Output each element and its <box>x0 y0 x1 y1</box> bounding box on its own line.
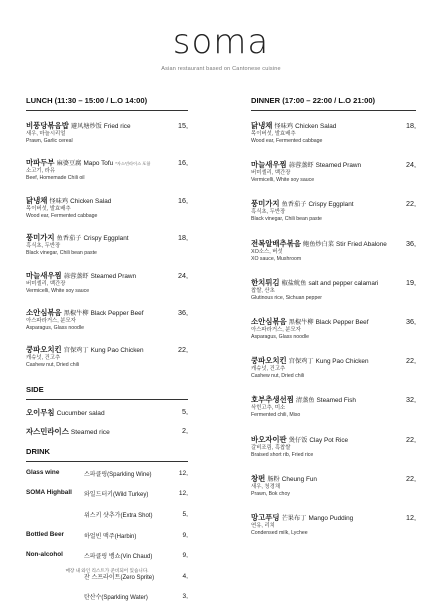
menu-item-name <box>251 395 416 405</box>
menu-item <box>251 199 416 238</box>
menu-item <box>26 121 188 158</box>
drink-title: DRINK <box>26 447 188 462</box>
menu-item-price: 22, <box>406 473 416 483</box>
menu-item-price: 36, <box>178 307 188 317</box>
side-item-name <box>26 426 188 437</box>
menu-item-price: 22, <box>406 199 416 209</box>
menu-item-korean: 마파두부 <box>26 158 55 168</box>
menu-item-price: 22, <box>178 345 188 355</box>
menu-item-english: Steamed Prawn <box>90 272 137 280</box>
menu-item-korean: 닭냉채 <box>251 121 273 130</box>
menu-item-ingredients-english: Vermicelli, White soy sauce <box>26 287 90 294</box>
menu-item <box>26 308 188 345</box>
menu-item-ingredients-korean: 목이버섯, 발효배추 <box>26 205 71 212</box>
drink-menu-list <box>26 469 188 613</box>
side-item-korean: 오이무침 <box>26 407 55 417</box>
restaurant-logo: soma <box>172 22 270 62</box>
menu-item-ingredients-english: Cashew nut, Dried chili <box>26 362 80 369</box>
menu-item-english: Crispy Eggplant <box>83 235 129 243</box>
menu-item-ingredients-english: Beef, Homemade Chili oil <box>26 175 85 182</box>
menu-item-name <box>251 435 416 445</box>
menu-item-name <box>251 278 416 288</box>
menu-item-ingredients-english: Glutinous rice, Sichuan pepper <box>251 294 322 301</box>
menu-item-english: Black Pepper Beef <box>90 309 144 317</box>
side-item-name <box>26 407 188 418</box>
menu-item-name <box>26 233 188 243</box>
menu-item-ingredients-english: Asparagus, Glass noodle <box>26 324 84 331</box>
menu-item-english: Cheung Fun <box>281 475 317 483</box>
menu-item-ingredients-korean: 새우, 청경채 <box>251 483 281 490</box>
menu-item-ingredients-korean: 흑식초, 두반장 <box>251 209 286 216</box>
side-item-korean: 자스민라이스 <box>26 426 69 436</box>
menu-item-ingredients-english: Black vinegar, Chili bean paste <box>251 216 322 223</box>
menu-item-name <box>26 308 188 318</box>
side-title: SIDE <box>26 385 188 400</box>
menu-item-chinese: 蒜蓉蒸虾 <box>63 272 89 280</box>
menu-item-english: Clay Pot Rice <box>309 436 349 444</box>
menu-item-english: Steamed Fish <box>316 397 356 405</box>
side-item <box>26 426 188 445</box>
drink-item <box>26 531 188 552</box>
menu-item-price: 22, <box>406 434 416 444</box>
menu-item-price: 24, <box>178 270 188 280</box>
menu-item-english: Kung Pao Chicken <box>90 347 144 355</box>
menu-item-chinese: 肠粉 <box>267 475 280 483</box>
menu-item <box>251 395 416 434</box>
drink-price: 12, <box>178 469 188 477</box>
drink-item <box>26 572 188 593</box>
lunch-title: LUNCH (11:30 – 15:00 / L.O 14:00) <box>26 96 188 111</box>
side-item-english: Cucumber salad <box>56 409 105 417</box>
menu-item-korean: 풍미가지 <box>26 233 55 243</box>
menu-item-korean: 소안심볶음 <box>251 316 287 326</box>
menu-item <box>26 345 188 382</box>
menu-item-name <box>251 239 416 249</box>
menu-item-name <box>251 513 416 523</box>
menu-item <box>251 435 416 474</box>
menu-item-ingredients-korean: 아스파라거스, 분모자 <box>251 326 301 333</box>
drink-name: 잔 스프라이트(Zero Sprite) <box>84 574 155 581</box>
menu-item-chinese: 避风塘炒饭 <box>70 123 102 130</box>
drink-name: 위스키 샷추가(Extra Shot) <box>84 512 153 519</box>
menu-item-price: 18, <box>406 121 416 130</box>
drink-price: 9, <box>182 552 188 560</box>
menu-item-english: Mango Pudding <box>308 514 354 522</box>
menu-item <box>26 196 188 233</box>
drink-name: 스파클링(Sparkling Wine) <box>84 471 152 478</box>
side-item-price: 5, <box>182 406 188 416</box>
drink-price: 3, <box>182 593 188 601</box>
menu-item-ingredients-english: Wood ear, Fermented cabbage <box>26 212 98 219</box>
menu-item-chinese: 蒜蓉蒸虾 <box>288 162 314 170</box>
menu-item-korean: 비풍당볶음밥 <box>26 121 69 130</box>
menu-item <box>251 317 416 356</box>
menu-item-name <box>251 160 416 170</box>
lunch-column <box>26 96 188 613</box>
menu-item-ingredients-korean: 버미셀리, 백간장 <box>26 280 66 287</box>
menu-item-name <box>251 121 416 131</box>
menu-item-chinese: 宫保鸡丁 <box>63 347 89 355</box>
menu-item-chinese: 麻婆豆腐 <box>56 160 82 168</box>
drink-name: 탄산수(Sparkling Water) <box>84 595 148 602</box>
menu-item-name <box>26 345 188 355</box>
menu-item-name <box>251 474 416 484</box>
menu-item-english: Steamed Prawn <box>315 162 362 170</box>
menu-item <box>251 121 416 160</box>
menu-item-price: 16, <box>178 158 188 168</box>
drink-price: 12, <box>178 490 188 498</box>
menu-item-chinese: 怪味鸡 <box>49 197 69 205</box>
drink-name: 스파클링 뱅쇼(Vin Chaud) <box>84 554 153 561</box>
drink-category: SOMA Highball <box>26 489 72 497</box>
menu-item-korean: 닭냉채 <box>26 195 48 205</box>
menu-item-korean: 소안심볶음 <box>26 307 62 317</box>
menu-item-ingredients-korean: 캐슈넛, 건고추 <box>251 366 286 373</box>
side-menu-list <box>26 407 188 445</box>
menu-item-ingredients-english: Vermicelli, White soy sauce <box>251 177 315 184</box>
menu-item-price: 24, <box>406 160 416 170</box>
menu-item-name <box>251 356 416 366</box>
menu-item-price: 12, <box>406 512 416 522</box>
menu-item <box>26 271 188 308</box>
drink-price: 9, <box>182 531 188 539</box>
menu-item-korean: 풍미가지 <box>251 199 280 209</box>
menu-item-ingredients-english: Asparagus, Glass noodle <box>251 333 309 340</box>
menu-item-price: 36, <box>406 238 416 248</box>
menu-item-ingredients-english: Wood ear, Fermented cabbage <box>251 138 323 144</box>
menu-item-chinese: 鱼香茄子 <box>56 235 82 243</box>
menu-item-name <box>251 199 416 209</box>
menu-item-ingredients-korean: 소고기, 라유 <box>26 168 56 175</box>
menu-item-name <box>26 196 188 206</box>
drink-item <box>26 592 188 613</box>
menu-item <box>251 160 416 199</box>
menu-item-name <box>26 121 188 131</box>
menu-item-ingredients-korean: 삭힌고추, 미소 <box>251 405 286 412</box>
menu-item-price: 15, <box>178 121 188 130</box>
menu-item-ingredients-korean: 갈비조림, 흑찹쌀 <box>251 444 291 451</box>
menu-item-price: 19, <box>406 277 416 287</box>
menu-item-ingredients-english: Black vinegar, Chili bean paste <box>26 250 97 257</box>
drink-category: Non-alcohol <box>26 551 63 559</box>
menu-item <box>251 356 416 395</box>
menu-item-chinese: 黑椒牛柳 <box>63 309 89 317</box>
menu-item-chinese: 椒盐鱿鱼 <box>281 279 307 287</box>
menu-item-korean: 바오자이판 <box>251 434 287 444</box>
wine-list-note: 매장 내 와인 리스트가 준비되어 있습니다. <box>65 568 149 573</box>
menu-item-name <box>251 317 416 327</box>
dinner-column <box>251 96 416 552</box>
menu-item-chinese: 鲍鱼炒白菜 <box>303 240 334 248</box>
menu-item-price: 18, <box>178 233 188 243</box>
drink-item <box>26 510 188 531</box>
menu-item-chinese: 宫保鸡丁 <box>288 358 314 366</box>
menu-item-english: Chicken Salad <box>70 197 112 205</box>
restaurant-tagline: Asian restaurant based on Cantonese cuisine <box>161 66 281 72</box>
dinner-menu-list <box>251 121 416 552</box>
menu-item-ingredients-english: Condensed milk, Lychee <box>251 529 308 536</box>
menu-item-ingredients-korean: 버미셀리, 백간장 <box>251 170 291 177</box>
menu-item-chinese: 黑椒牛柳 <box>288 318 314 326</box>
menu-item-korean: 마늘새우찜 <box>251 160 287 170</box>
drink-price: 4, <box>182 572 188 580</box>
menu-item-name <box>26 271 188 281</box>
menu-item-korean: 창펀 <box>251 473 266 483</box>
menu-item-korean: 쿵파오치킨 <box>251 356 287 366</box>
menu-item-korean: 망고푸딩 <box>251 512 280 522</box>
drink-item <box>26 469 188 490</box>
menu-item-ingredients-english: Braised short rib, Fried rice <box>251 451 314 458</box>
menu-item-english: Chicken Salad <box>295 123 337 130</box>
menu-item-price: 16, <box>178 195 188 205</box>
menu-item-ingredients-korean: XO소스, 버섯 <box>251 248 283 255</box>
menu-item-ingredients-korean: 찹쌀, 산초 <box>251 287 275 294</box>
menu-item <box>251 239 416 278</box>
menu-item-korean: 호부추생선찜 <box>251 395 294 405</box>
drink-category: Glass wine <box>26 468 60 476</box>
drink-name: 와일드터키(Wild Turkey) <box>84 492 149 499</box>
menu-item-chinese: 清蒸鱼 <box>295 397 315 405</box>
menu-item-price: 36, <box>406 316 416 326</box>
menu-item-note: *자스민라이스 포함 <box>115 161 151 167</box>
menu-item-ingredients-english: Prawn, Garlic cereal <box>26 138 73 144</box>
menu-item-ingredients-korean: 캐슈넛, 건고추 <box>26 355 61 362</box>
menu-item <box>26 233 188 270</box>
menu-item <box>26 158 188 195</box>
menu-item-english: Fried rice <box>103 123 131 130</box>
menu-item-ingredients-korean: 아스파라거스, 분모자 <box>26 317 76 324</box>
menu-item-english: Crispy Eggplant <box>308 201 354 209</box>
menu-item-chinese: 芒果布丁 <box>281 514 307 522</box>
drink-price: 5, <box>182 510 188 518</box>
menu-item-ingredients-english: Fermented chili, Miso <box>251 412 301 419</box>
menu-item-ingredients-korean: 목이버섯, 발효배추 <box>251 131 296 137</box>
side-item-english: Steamed rice <box>70 428 110 436</box>
menu-item-ingredients-korean: 연유, 리치 <box>251 522 275 529</box>
menu-item-price: 32, <box>406 395 416 405</box>
menu-item-chinese: 煲仔饭 <box>288 436 308 444</box>
menu-item-english: Kung Pao Chicken <box>315 358 369 366</box>
menu-item-korean: 한치튀김 <box>251 277 280 287</box>
lunch-menu-list <box>26 121 188 383</box>
menu-item-name <box>26 158 188 168</box>
side-item-price: 2, <box>182 425 188 435</box>
menu-item-english: Black Pepper Beef <box>315 318 369 326</box>
menu-item-chinese: 鱼香茄子 <box>281 201 307 209</box>
menu-item-chinese: 怪味鸡 <box>274 123 294 130</box>
menu-item-korean: 쿵파오치킨 <box>26 345 62 355</box>
menu-item-english: Stir Fried Abalone <box>336 240 387 248</box>
menu-item-english: salt and pepper calamari <box>308 279 379 287</box>
menu-item <box>251 474 416 513</box>
menu-item-ingredients-korean: 흑식초, 두반장 <box>26 243 61 250</box>
menu-item-ingredients-english: Prawn, Bok choy <box>251 490 290 497</box>
menu-item-price: 22, <box>406 356 416 366</box>
menu-item <box>251 513 416 552</box>
drink-name: 하얼빈 맥주(Harbin) <box>84 533 137 540</box>
drink-item <box>26 489 188 510</box>
menu-item-ingredients-english: Cashew nut, Dried chili <box>251 373 305 380</box>
menu-item-english: Mapo Tofu <box>83 160 114 168</box>
dinner-title: DINNER (17:00 – 22:00 / L.O 21:00) <box>251 96 416 111</box>
menu-item-ingredients-english: XO sauce, Mushroom <box>251 255 302 262</box>
menu-item-ingredients-korean: 새우, 마늘시리얼 <box>26 131 66 137</box>
drink-category: Bottled Beer <box>26 530 64 538</box>
side-item <box>26 407 188 426</box>
menu-item-korean: 마늘새우찜 <box>26 270 62 280</box>
menu-item <box>251 278 416 317</box>
menu-item-korean: 전복알배추볶음 <box>251 238 301 248</box>
